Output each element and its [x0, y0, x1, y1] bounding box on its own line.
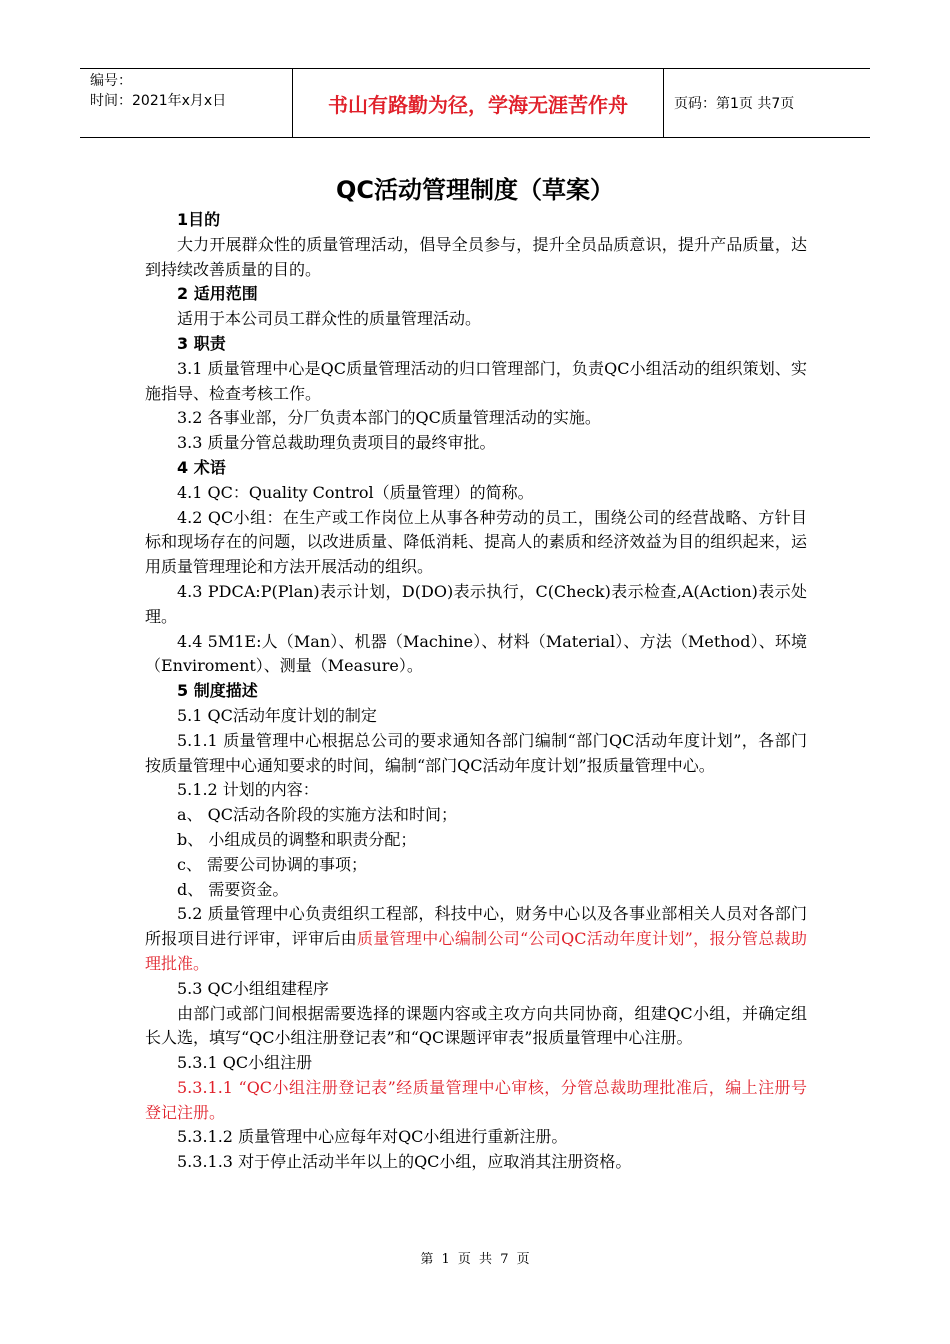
paragraph-text: 5.3.1.3 对于停止活动半年以上的QC小组，应取消其注册资格。: [177, 1152, 632, 1172]
body-paragraph: [145, 778, 807, 803]
paragraph-text: 3 职责: [177, 333, 226, 353]
document-title: QC活动管理制度（草案）: [335, 176, 614, 204]
paragraph-text: 4.4 5M1E:人（Man）、机器（Machine）、材料（Material）、方法（Method）、环境（Enviroment）、测量（Measure）。: [145, 631, 807, 676]
paragraph-text: 4.2 QC小组：在生产或工作岗位上从事各种劳动的员工，围绕公司的经营战略、方针目标和现场存在的问题，以改进质量、降低消耗、提高人的素质和经济效益为目的组织起来，运用质量管理理论和方法开展活动的组织。: [145, 507, 807, 577]
paragraph-text: 大力开展群众性的质量管理活动，倡导全员参与，提升全员品质意识，提升产品质量，达到持续改善质量的目的。: [145, 234, 807, 279]
body-paragraph: [145, 729, 807, 779]
paragraph-text: 5.2 质量管理中心负责组织工程部，科技中心，财务中心以及各事业部相关人员对各部门所报项目进行评审，评审后由: [145, 904, 807, 949]
body-paragraph: [145, 481, 807, 506]
document-date-label: 时间：2021年x月x日: [90, 93, 227, 109]
page-footer: 第 1 页 共 7 页: [420, 1252, 530, 1267]
paragraph-text: 5.3.1 QC小组注册: [177, 1053, 313, 1073]
paragraph-text: b、 小组成员的调整和职责分配；: [177, 829, 417, 849]
paragraph-text: 5.1 QC活动年度计划的制定: [177, 705, 377, 725]
header-slogan-cell: [292, 69, 664, 137]
body-paragraph: [145, 630, 807, 680]
section-heading: [145, 456, 807, 481]
paragraph-text: 5 制度描述: [177, 681, 258, 701]
paragraph-text: d、 需要资金。: [177, 879, 289, 899]
header-slogan: 书山有路勤为径，学海无涯苦作舟: [328, 92, 628, 117]
body-paragraph: [145, 803, 807, 828]
body-paragraph: [145, 406, 807, 431]
body-paragraph: [145, 828, 807, 853]
paragraph-text: 3.3 质量分管总裁助理负责项目的最终审批。: [177, 433, 496, 453]
paragraph-text: a、 QC活动各阶段的实施方法和时间；: [177, 805, 457, 825]
body-paragraph: [145, 902, 807, 976]
paragraph-text: 3.1 质量管理中心是QC质量管理活动的归口管理部门，负责QC小组活动的组织策划、实施指导、检查考核工作。: [145, 358, 807, 403]
body-paragraph: [145, 1076, 807, 1126]
paragraph-text: 5.3 QC小组组建程序: [177, 978, 329, 998]
paragraph-text: 5.3.1.1 “QC小组注册登记表”经质量管理中心审核，分管总裁助理批准后，编上注册号登记注册。: [145, 1077, 807, 1122]
paragraph-text: 4.3 PDCA:P(Plan)表示计划，D(DO)表示执行，C(Check)表示检查,A(Action)表示处理。: [145, 581, 807, 626]
body-paragraph: [145, 307, 807, 332]
paragraph-text: 适用于本公司员工群众性的质量管理活动。: [177, 309, 482, 329]
body-paragraph: [145, 1150, 807, 1175]
paragraph-text: c、 需要公司协调的事项；: [177, 854, 368, 874]
body-paragraph: [145, 1051, 807, 1076]
section-heading: [145, 332, 807, 357]
body-paragraph: [145, 233, 807, 283]
section-heading: [145, 679, 807, 704]
paragraph-text: 4 术语: [177, 457, 226, 477]
paragraph-text: 5.1.2 计划的内容：: [177, 780, 319, 800]
body-paragraph: [145, 506, 807, 580]
body-paragraph: [145, 878, 807, 903]
paragraph-text: 5.3.1.2 质量管理中心应每年对QC小组进行重新注册。: [177, 1127, 568, 1147]
section-heading: [145, 208, 807, 233]
body-paragraph: [145, 1125, 807, 1150]
paragraph-text: 1目的: [177, 210, 221, 229]
body-paragraph: [145, 977, 807, 1002]
paragraph-text: 5.1.1 质量管理中心根据总公司的要求通知各部门编制“部门QC活动年度计划”，各部门按质量管理中心通知要求的时间，编制“部门QC活动年度计划”报质量管理中心。: [145, 730, 807, 775]
body-paragraph: [145, 580, 807, 630]
header-table: [80, 68, 870, 138]
paragraph-text: 3.2 各事业部，分厂负责本部门的QC质量管理活动的实施。: [177, 408, 601, 428]
document-body: [145, 208, 807, 1175]
paragraph-text: 由部门或部门间根据需要选择的课题内容或主攻方向共同协商，组建QC小组，并确定组长人选，填写“QC小组注册登记表”和“QC课题评审表”报质量管理中心注册。: [145, 1003, 807, 1048]
paragraph-highlight-text: 质量管理中心编制公司“公司QC活动年度计划”，报分管总裁助理批准。: [145, 929, 807, 973]
paragraph-text: 2 适用范围: [177, 284, 258, 304]
body-paragraph: [145, 853, 807, 878]
body-paragraph: [145, 704, 807, 729]
paragraph-text: 4.1 QC：Quality Control（质量管理）的简称。: [177, 482, 534, 502]
body-paragraph: [145, 357, 807, 407]
document-number-label: 编号：: [90, 73, 132, 89]
header-page-info: 页码：第1页 共7页: [674, 96, 795, 112]
body-paragraph: [145, 1002, 807, 1052]
header-page-cell: [664, 69, 870, 137]
body-paragraph: [145, 431, 807, 456]
header-info-cell: [80, 69, 292, 137]
section-heading: [145, 282, 807, 307]
